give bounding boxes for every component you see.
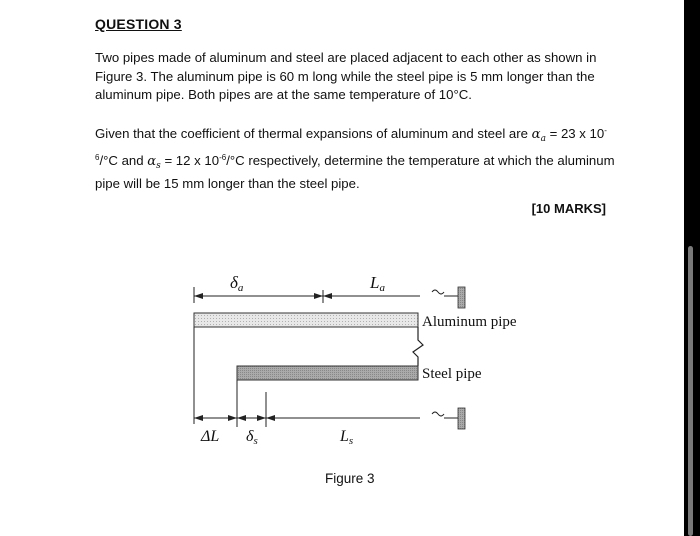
arrow-delta-s-right	[257, 415, 266, 421]
alpha-s-unit: /°C respectively, determine the temperature at which the aluminum pipe will be 15 mm longer than the steel pipe.	[95, 152, 615, 191]
break-symbol-bottom	[432, 412, 444, 416]
arrow-steel-left	[237, 415, 246, 421]
aluminum-pipe	[194, 313, 418, 327]
delta-s-label: δs	[246, 428, 258, 447]
delta-a-label: δa	[230, 273, 244, 294]
alpha-a-subscript: a	[540, 134, 546, 144]
figure-caption: Figure 3	[325, 471, 375, 486]
arrow-mid-left	[314, 293, 323, 299]
L-s-label: Ls	[340, 428, 354, 447]
question-heading: QUESTION 3	[95, 16, 182, 32]
steel-pipe	[237, 366, 418, 380]
pipe-connector	[413, 327, 423, 366]
arrow-left-top	[194, 293, 203, 299]
alpha-s-value: = 12 x 10	[160, 152, 220, 168]
vertical-scrollbar[interactable]	[688, 246, 693, 536]
alpha-s-exponent: -6	[219, 152, 227, 162]
alpha-a-exponent: -6	[95, 126, 607, 162]
para2-text-a: Given that the coefficient of thermal expansions of aluminum and steel are	[95, 126, 532, 141]
marks-label: [10 MARKS]	[531, 201, 606, 216]
arrow-Ls-left	[266, 415, 275, 421]
steel-pipe-label: Steel pipe	[422, 366, 482, 382]
alpha-s-symbol: α	[147, 153, 157, 169]
fixed-wall-top	[458, 287, 465, 308]
fixed-wall-bottom	[458, 408, 465, 429]
alpha-a-value: = 23 x 10	[545, 126, 605, 141]
L-a-label: La	[370, 273, 385, 294]
arrow-deltaL-right	[228, 415, 237, 421]
arrow-left-bottom	[194, 415, 203, 421]
alpha-s-subscript: s	[156, 160, 161, 171]
problem-paragraph-1: Two pipes made of aluminum and steel are placed adjacent to each other as shown in Figure 3. The aluminum pipe is 60 m long while the steel pipe is 5 mm longer than the aluminum pipe. Both pipes are at the same temperature of 10°C.	[95, 50, 597, 102]
break-symbol-top	[432, 290, 444, 294]
aluminum-pipe-label: Aluminum pipe	[422, 314, 517, 330]
arrow-mid-right	[323, 293, 332, 299]
alpha-a-symbol: α	[531, 127, 541, 142]
alpha-a-unit: /°C and	[99, 152, 148, 168]
delta-L-label: ΔL	[201, 428, 220, 445]
